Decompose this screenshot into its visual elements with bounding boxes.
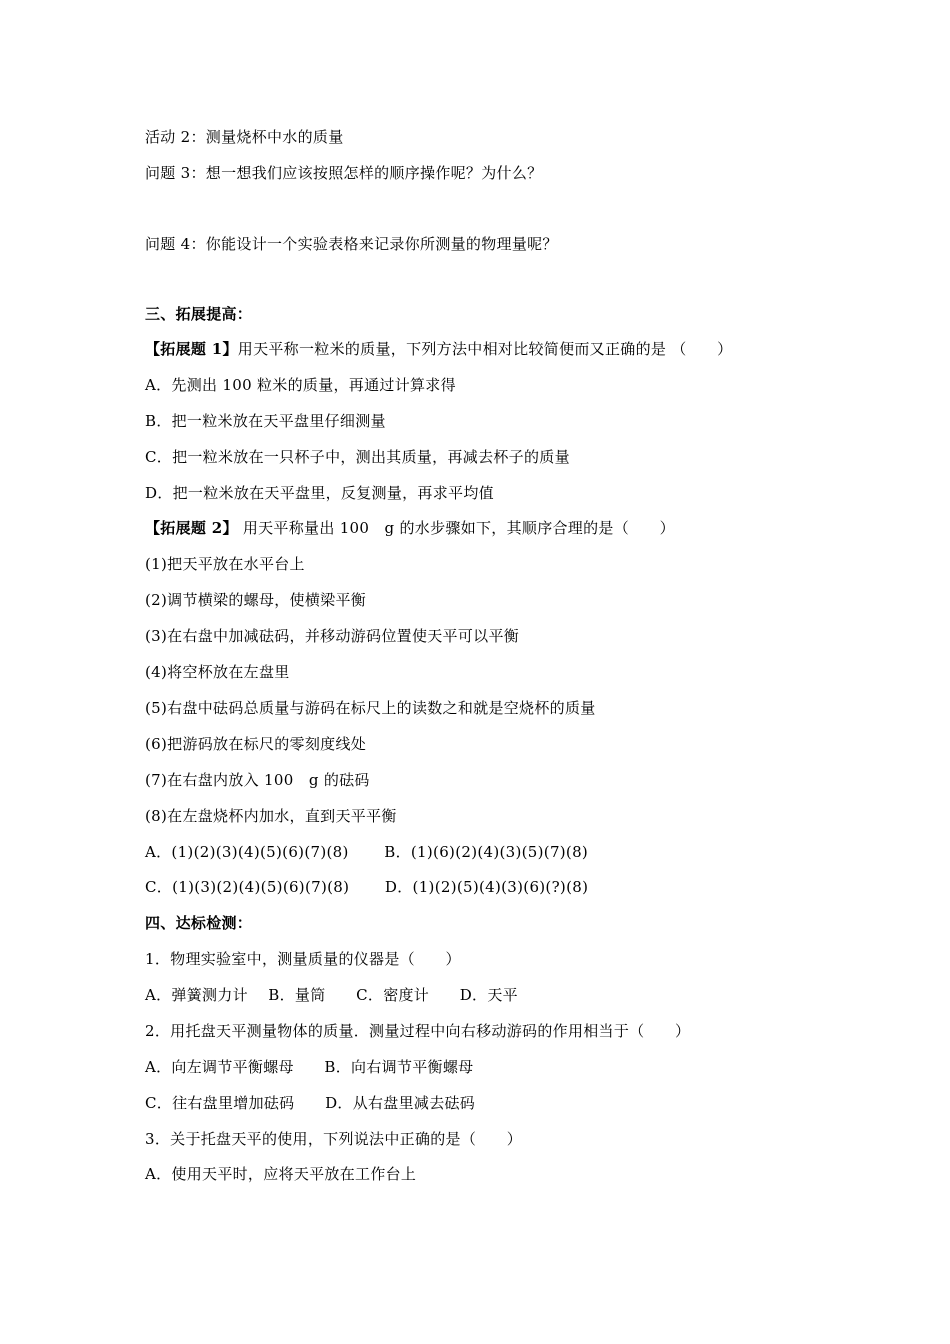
check-question-1: 1．物理实验室中，测量质量的仪器是（ ） (145, 950, 461, 968)
ext1-option-a: A．先测出 100 粒米的质量，再通过计算求得 (145, 376, 456, 394)
ext1-option-c: C．把一粒米放在一只杯子中，测出其质量，再减去杯子的质量 (145, 448, 570, 466)
section-3-heading: 三、拓展提高： (145, 305, 253, 323)
extension-question-1-tag: 【拓展题 1】 (145, 340, 238, 358)
ext2-step-3: (3)在右盘中加减砝码，并移动游码位置使天平可以平衡 (145, 627, 520, 645)
ext1-option-d: D．把一粒米放在天平盘里，反复测量，再求平均值 (145, 484, 494, 502)
ext2-step-5: (5)右盘中砝码总质量与游码在标尺上的读数之和就是空烧杯的质量 (145, 699, 596, 717)
ext2-options-row-1: A．(1)(2)(3)(4)(5)(6)(7)(8) B．(1)(6)(2)(4)(3)(5)(7)(8) (145, 843, 589, 861)
ext2-step-2: (2)调节横梁的螺母，使横梁平衡 (145, 591, 367, 609)
ext2-step-1: (1)把天平放在水平台上 (145, 555, 305, 573)
ext2-step-7: (7)在右盘内放入 100 g 的砝码 (145, 771, 370, 789)
ext2-options-row-2: C．(1)(3)(2)(4)(5)(6)(7)(8) D．(1)(2)(5)(4)(3)(6)(?)(8) (145, 878, 589, 896)
check-question-2-options-row-1: A．向左调节平衡螺母 B．向右调节平衡螺母 (145, 1058, 474, 1076)
ext2-step-4: (4)将空杯放在左盘里 (145, 663, 290, 681)
question-3: 问题 3：想一想我们应该按照怎样的顺序操作呢？为什么？ (145, 164, 543, 182)
ext1-option-b: B．把一粒米放在天平盘里仔细测量 (145, 412, 386, 430)
extension-question-1 (145, 339, 732, 359)
ext2-step-6: (6)把游码放在标尺的零刻度线处 (145, 735, 367, 753)
extension-question-2 (145, 518, 675, 538)
check-question-3: 3．关于托盘天平的使用，下列说法中正确的是（ ） (145, 1130, 523, 1148)
section-4-heading: 四、达标检测： (145, 914, 253, 932)
check-question-3-option-a: A．使用天平时，应将天平放在工作台上 (145, 1165, 417, 1183)
check-question-2: 2．用托盘天平测量物体的质量．测量过程中向右移动游码的作用相当于（ ） (145, 1022, 691, 1040)
question-4: 问题 4：你能设计一个实验表格来记录你所测量的物理量呢？ (145, 235, 558, 253)
ext2-step-8: (8)在左盘烧杯内加水，直到天平平衡 (145, 807, 397, 825)
check-question-1-options: A．弹簧测力计 B．量筒 C．密度计 D．天平 (145, 986, 518, 1004)
activity-2-heading: 活动 2：测量烧杯中水的质量 (145, 128, 344, 146)
extension-question-1-stem: 用天平称一粒米的质量，下列方法中相对比较简便而又正确的是 （ ） (237, 340, 733, 358)
extension-question-2-tag: 【拓展题 2】 (145, 519, 238, 537)
check-question-2-options-row-2: C．往右盘里增加砝码 D．从右盘里减去砝码 (145, 1094, 476, 1112)
extension-question-2-stem: 用天平称量出 100 g 的水步骤如下，其顺序合理的是（ ） (237, 519, 675, 537)
